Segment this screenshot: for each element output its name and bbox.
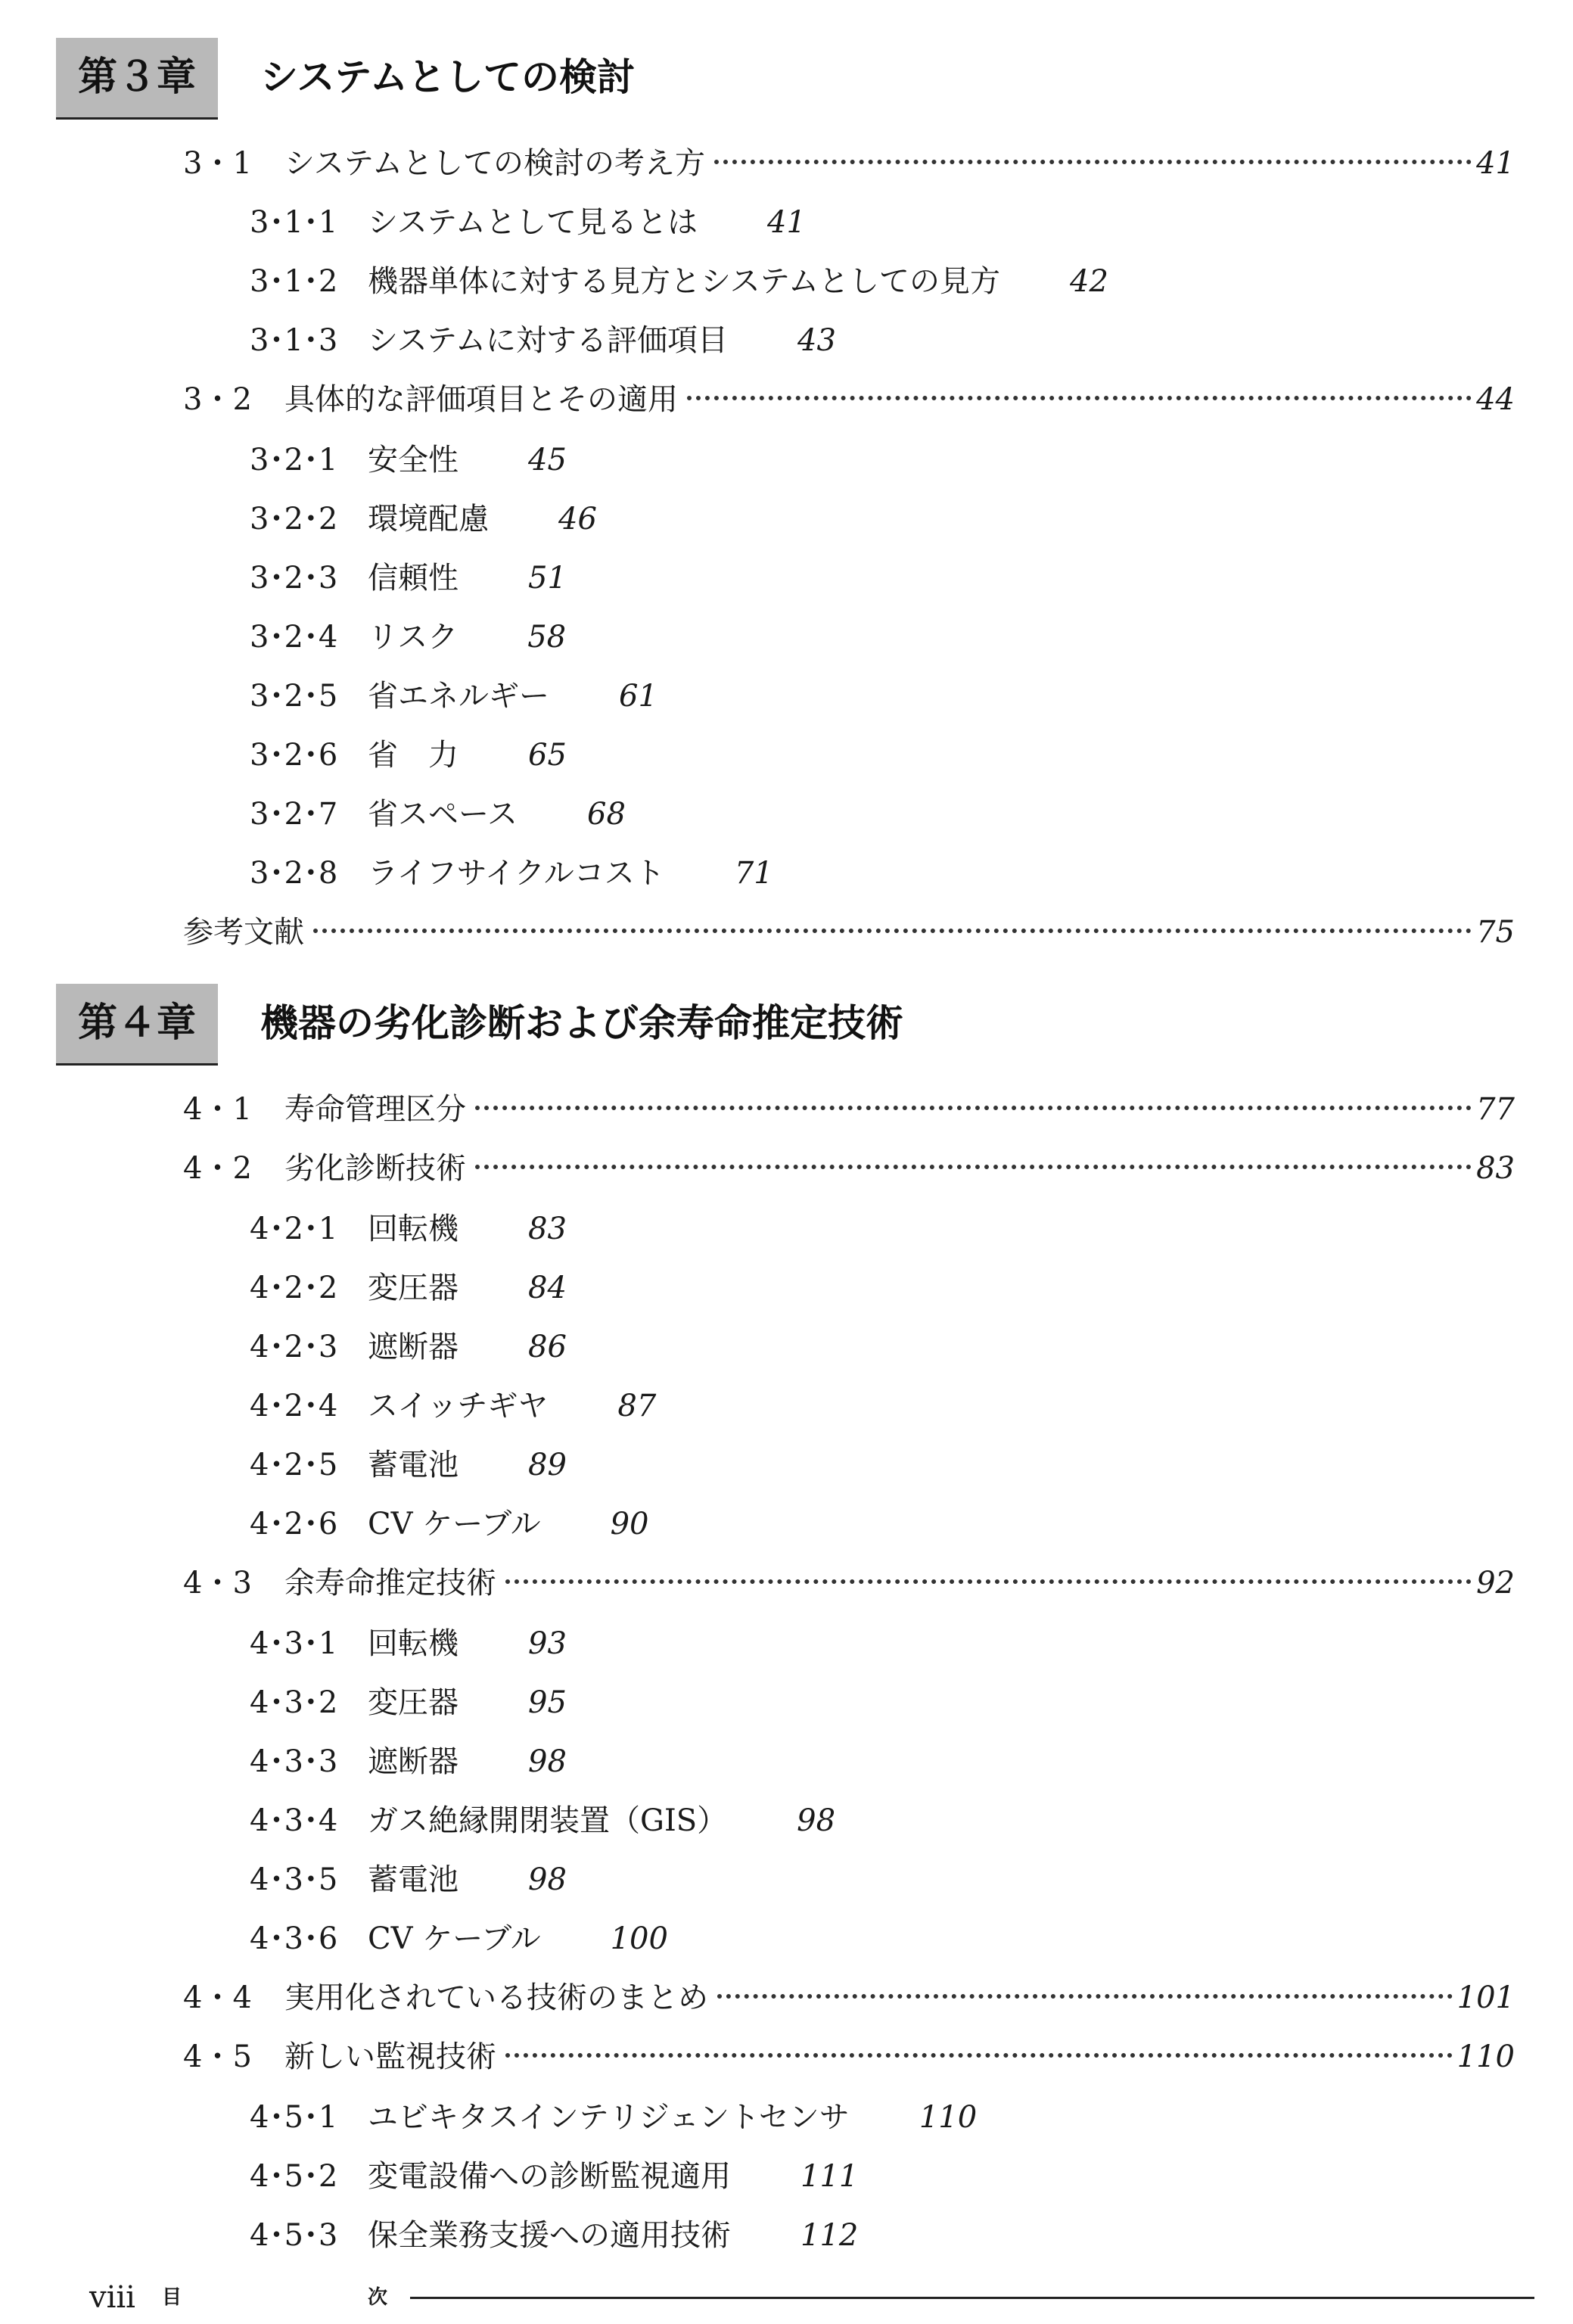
toc-entry-3-2-3[interactable] [250, 555, 1460, 601]
entry-number: 4・5 [183, 2039, 252, 2074]
toc-entry-4-2-5[interactable] [250, 1442, 1460, 1488]
entry-number: 4・2 [183, 1151, 252, 1186]
entry-page: 98 [528, 1862, 567, 1897]
entry-title: 遮断器 [368, 1330, 459, 1364]
dot-leader [714, 160, 1472, 164]
entry-title: 省 力 [368, 738, 459, 773]
entry-page: 44 [1476, 382, 1515, 417]
toc-entry-4-2-3[interactable] [250, 1324, 1460, 1370]
entry-page: 84 [528, 1271, 567, 1305]
toc-entry-4-2-6[interactable] [250, 1501, 1460, 1547]
entry-number: 3・1 [183, 146, 252, 181]
toc-entry-3-2-7[interactable] [250, 792, 1460, 837]
entry-number: 4･3･6 [250, 1921, 338, 1956]
dot-leader [687, 396, 1472, 400]
entry-number: 3･2･1 [250, 443, 338, 478]
entry-page: 61 [619, 679, 657, 714]
toc-entry-3-1-1[interactable] [250, 200, 1460, 245]
chapter-title: 機器の劣化診断および余寿命推定技術 [260, 1001, 903, 1045]
entry-title: 信頼性 [368, 561, 459, 596]
entry-title: スイッチギヤ [368, 1389, 549, 1423]
entry-title: 安全性 [368, 443, 459, 478]
chapter-title: システムとしての検討 [260, 55, 635, 99]
entry-title: ガス絶縁開閉装置（GIS） [368, 1803, 728, 1838]
entry-page: 110 [919, 2100, 978, 2135]
entry-page: 58 [527, 620, 567, 655]
entry-title: 劣化診断技術 [284, 1151, 466, 1186]
entry-title: 寿命管理区分 [284, 1092, 466, 1127]
toc-entry-3-2-5[interactable] [250, 674, 1460, 719]
entry-title: 遮断器 [368, 1744, 459, 1779]
entry-page: 41 [767, 205, 806, 240]
toc-entry-4-3-1[interactable] [250, 1621, 1460, 1666]
toc-entry-4-5-2[interactable] [250, 2154, 1460, 2199]
entry-number: 3･1･3 [250, 323, 338, 358]
entry-page: 65 [528, 738, 567, 773]
entry-page: 89 [528, 1448, 567, 1482]
page-footer [89, 2276, 1534, 2319]
entry-number: 4･3･2 [250, 1685, 338, 1720]
entry-page: 46 [558, 502, 597, 537]
chapter-4-header [56, 984, 1531, 1066]
toc-entry-4-3[interactable] [183, 1560, 1515, 1606]
entry-page: 77 [1476, 1092, 1515, 1127]
entry-page: 71 [734, 856, 773, 891]
dot-leader [475, 1106, 1472, 1110]
chapter-label: 第４章 [56, 984, 218, 1066]
toc-entry-4-3-2[interactable] [250, 1680, 1460, 1725]
entry-title: CV ケーブル [368, 1921, 541, 1956]
entry-title: システムとしての検討の考え方 [284, 146, 705, 181]
entry-page: 51 [528, 561, 567, 596]
toc-entry-4-2[interactable] [183, 1146, 1515, 1191]
entry-number: 4･3･5 [250, 1862, 338, 1897]
entry-page: 42 [1070, 264, 1108, 299]
entry-title: 保全業務支援への適用技術 [368, 2218, 731, 2253]
entry-number: 4･2･5 [250, 1448, 338, 1482]
entry-page: 100 [610, 1921, 668, 1956]
entry-title: 変電設備への診断監視適用 [368, 2159, 731, 2194]
toc-entry-4-4[interactable] [183, 1975, 1515, 2021]
toc-entry-4-3-3[interactable] [250, 1739, 1460, 1784]
entry-title: 省スペース [368, 797, 518, 832]
toc-entry-4-5-1[interactable] [250, 2095, 1460, 2140]
entry-page: 101 [1456, 1980, 1515, 2015]
entry-page: 43 [797, 323, 836, 358]
entry-title: リスク [368, 620, 459, 655]
entry-page: 90 [610, 1507, 649, 1542]
entry-number: 4･5･3 [250, 2218, 338, 2253]
entry-page: 93 [528, 1626, 567, 1661]
entry-title: ライフサイクルコスト [368, 856, 665, 891]
toc-entry-4-5-3[interactable] [250, 2213, 1460, 2258]
entry-page: 41 [1476, 146, 1515, 181]
toc-entry-3-2-6[interactable] [250, 733, 1460, 778]
entry-title: システムとして見るとは [368, 205, 698, 240]
entry-page: 95 [528, 1685, 567, 1720]
entry-page: 98 [528, 1744, 567, 1779]
entry-number: 4･2･4 [250, 1389, 338, 1423]
entry-page: 45 [528, 443, 567, 478]
dot-leader [505, 1579, 1472, 1584]
toc-entry-4-3-5[interactable] [250, 1857, 1460, 1902]
entry-page: 111 [800, 2159, 859, 2194]
entry-title: ユビキタスインテリジェントセンサ [368, 2100, 850, 2135]
entry-number: 3･2･4 [250, 620, 338, 655]
entry-page: 87 [617, 1389, 657, 1423]
toc-entry-3-1[interactable] [183, 141, 1515, 186]
dot-leader [505, 2053, 1453, 2058]
entry-number: 4･5･2 [250, 2159, 338, 2194]
entry-page: 112 [800, 2218, 859, 2253]
entry-title: 蓄電池 [368, 1862, 459, 1897]
toc-entry-3-1-3[interactable] [250, 318, 1460, 363]
dot-leader [717, 1994, 1453, 1999]
entry-page: 83 [1476, 1151, 1515, 1186]
entry-number: 4･3･1 [250, 1626, 338, 1661]
entry-title: 変圧器 [368, 1685, 459, 1720]
entry-number: 4･2･3 [250, 1330, 338, 1364]
entry-number: 3･2･8 [250, 856, 338, 891]
entry-title: 具体的な評価項目とその適用 [284, 382, 678, 417]
entry-title: 参考文献 [183, 915, 304, 950]
entry-number: 3・2 [183, 382, 252, 417]
toc-entry-4-1[interactable] [183, 1087, 1515, 1132]
toc-entry-4-5[interactable] [183, 2034, 1515, 2080]
toc-entry-4-2-4[interactable] [250, 1383, 1460, 1429]
entry-number: 3･2･2 [250, 502, 338, 537]
footer-rule [410, 2297, 1534, 2299]
toc-entry-3-2-8[interactable] [250, 851, 1460, 896]
toc-entry-4-3-6[interactable] [250, 1916, 1460, 1962]
dot-leader [313, 929, 1472, 933]
entry-page: 75 [1476, 915, 1515, 950]
page-number: viii [89, 2280, 135, 2315]
entry-number: 3･1･1 [250, 205, 338, 240]
entry-number: 4･2･2 [250, 1271, 338, 1305]
toc-entry-4-2-2[interactable] [250, 1265, 1460, 1311]
footer-mark-1: 目 [162, 2286, 182, 2309]
entry-number: 4･2･1 [250, 1212, 338, 1246]
entry-title: 回転機 [368, 1626, 459, 1661]
toc-entry-3-2-4[interactable] [250, 614, 1460, 660]
entry-page: 68 [587, 797, 626, 832]
entry-number: 3･2･6 [250, 738, 338, 773]
entry-page: 83 [528, 1212, 567, 1246]
entry-title: 省エネルギー [368, 679, 549, 714]
entry-title: 新しい監視技術 [284, 2039, 496, 2074]
entry-number: 3･2･5 [250, 679, 338, 714]
toc-entry-4-2-1[interactable] [250, 1206, 1460, 1252]
entry-title: 余寿命推定技術 [284, 1566, 496, 1601]
footer-mark-2: 次 [368, 2286, 388, 2309]
dot-leader [475, 1165, 1472, 1169]
toc-entry-4-3-4[interactable] [250, 1798, 1460, 1843]
entry-number: 4･3･3 [250, 1744, 338, 1779]
entry-title: 環境配慮 [368, 502, 489, 537]
entry-number: 4・3 [183, 1566, 252, 1601]
entry-title: CV ケーブル [368, 1507, 541, 1542]
toc-entry-3-2-2[interactable] [250, 496, 1460, 542]
entry-number: 4･5･1 [250, 2100, 338, 2135]
chapter-3-header [56, 38, 1531, 120]
entry-title: 変圧器 [368, 1271, 459, 1305]
toc-entry-3-1-2[interactable] [250, 259, 1460, 304]
entry-number: 4・4 [183, 1980, 252, 2015]
toc-entry-3-2-1[interactable] [250, 437, 1460, 483]
entry-number: 3･2･3 [250, 561, 338, 596]
entry-title: システムに対する評価項目 [368, 323, 728, 358]
entry-title: 実用化されている技術のまとめ [284, 1980, 708, 2015]
entry-number: 4･2･6 [250, 1507, 338, 1542]
entry-page: 98 [797, 1803, 836, 1838]
entry-number: 3･1･2 [250, 264, 338, 299]
entry-title: 回転機 [368, 1212, 459, 1246]
toc-entry-references[interactable] [183, 910, 1515, 955]
entry-number: 4・1 [183, 1092, 252, 1127]
entry-number: 3･2･7 [250, 797, 338, 832]
toc-entry-3-2[interactable] [183, 377, 1515, 422]
entry-title: 機器単体に対する見方とシステムとしての見方 [368, 264, 1000, 299]
entry-number: 4･3･4 [250, 1803, 338, 1838]
entry-page: 86 [528, 1330, 567, 1364]
entry-page: 92 [1476, 1566, 1515, 1601]
chapter-label: 第３章 [56, 38, 218, 120]
entry-page: 110 [1456, 2039, 1515, 2074]
entry-title: 蓄電池 [368, 1448, 459, 1482]
